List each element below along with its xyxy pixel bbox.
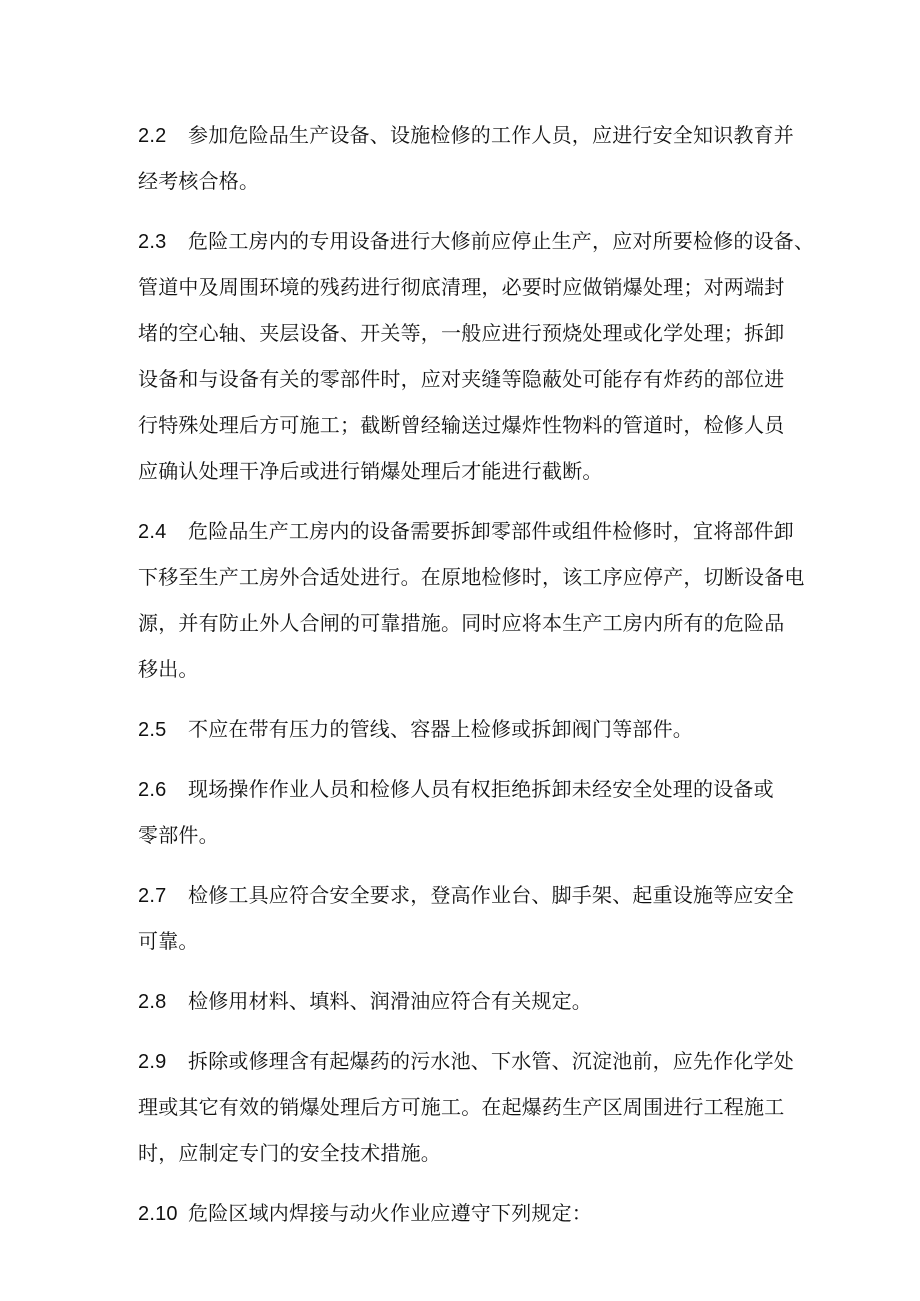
clause-number: 2.2	[138, 125, 167, 147]
clause-text: 不应在带有压力的管线、容器上检修或拆卸阀门等部件。	[188, 717, 693, 741]
clause-text: 经考核合格。	[138, 169, 260, 193]
clause-number: 2.5	[138, 719, 167, 741]
clause-line	[138, 1038, 794, 1084]
clause-text: 拆除或修理含有起爆药的污水池、下水管、沉淀池前，应先作化学处	[188, 1049, 794, 1073]
clause-number: 2.10	[138, 1203, 178, 1225]
clause-list	[138, 112, 815, 1250]
clause-number: 2.3	[138, 231, 167, 253]
clause-text: 设备和与设备有关的零部件时，应对夹缝等隐蔽处可能存有炸药的部位进	[138, 367, 785, 391]
clause-text: 移出。	[138, 657, 199, 681]
clause-text: 下移至生产工房外合适处进行。在原地检修时，该工序应停产，切断设备电	[138, 565, 805, 589]
clause-2-8	[138, 978, 788, 1024]
clause-2-6	[138, 766, 788, 858]
clause-text: 危险工房内的专用设备进行大修前应停止生产，应对所要检修的设备、	[188, 229, 815, 253]
clause-2-2	[138, 112, 794, 204]
clause-text: 危险品生产工房内的设备需要拆卸零部件或组件检修时，宜将部件卸	[188, 519, 794, 543]
clause-number: 2.8	[138, 991, 167, 1013]
clause-line	[138, 978, 788, 1024]
clause-text: 理或其它有效的销爆处理后方可施工。在起爆药生产区周围进行工程施工	[138, 1095, 785, 1119]
clause-text: 检修用材料、填料、润滑油应符合有关规定。	[188, 989, 592, 1013]
clause-line	[138, 706, 788, 752]
clause-text: 堵的空心轴、夹层设备、开关等，一般应进行预烧处理或化学处理；拆卸	[138, 321, 785, 345]
clause-number: 2.6	[138, 779, 167, 801]
clause-number: 2.7	[138, 885, 167, 907]
clause-line	[138, 1190, 788, 1236]
clause-text: 危险区域内焊接与动火作业应遵守下列规定：	[188, 1201, 592, 1225]
clause-line	[138, 508, 794, 554]
clause-line	[138, 112, 794, 158]
clause-text: 源，并有防止外人合闸的可靠措施。同时应将本生产工房内所有的危险品	[138, 611, 785, 635]
clause-text: 零部件。	[138, 823, 219, 847]
clause-line	[138, 766, 788, 812]
clause-number: 2.4	[138, 521, 167, 543]
clause-text: 管道中及周围环境的残药进行彻底清理，必要时应做销爆处理；对两端封	[138, 275, 785, 299]
clause-2-4	[138, 508, 805, 692]
clause-2-9	[138, 1038, 794, 1176]
clause-line	[138, 872, 794, 918]
clause-line	[138, 218, 815, 264]
clause-text: 应确认处理干净后或进行销爆处理后才能进行截断。	[138, 459, 603, 483]
clause-text: 检修工具应符合安全要求，登高作业台、脚手架、起重设施等应安全	[188, 883, 794, 907]
clause-text: 行特殊处理后方可施工；截断曾经输送过爆炸性物料的管道时，检修人员	[138, 413, 785, 437]
clause-number: 2.9	[138, 1051, 167, 1073]
clause-text: 参加危险品生产设备、设施检修的工作人员，应进行安全知识教育并	[188, 123, 794, 147]
clause-2-7	[138, 872, 794, 964]
clause-text: 现场操作作业人员和检修人员有权拒绝拆卸未经安全处理的设备或	[188, 777, 774, 801]
clause-text: 时，应制定专门的安全技术措施。	[138, 1141, 441, 1165]
clause-text: 可靠。	[138, 929, 199, 953]
clause-2-3	[138, 218, 815, 494]
clause-2-10	[138, 1190, 788, 1236]
clause-2-5	[138, 706, 788, 752]
